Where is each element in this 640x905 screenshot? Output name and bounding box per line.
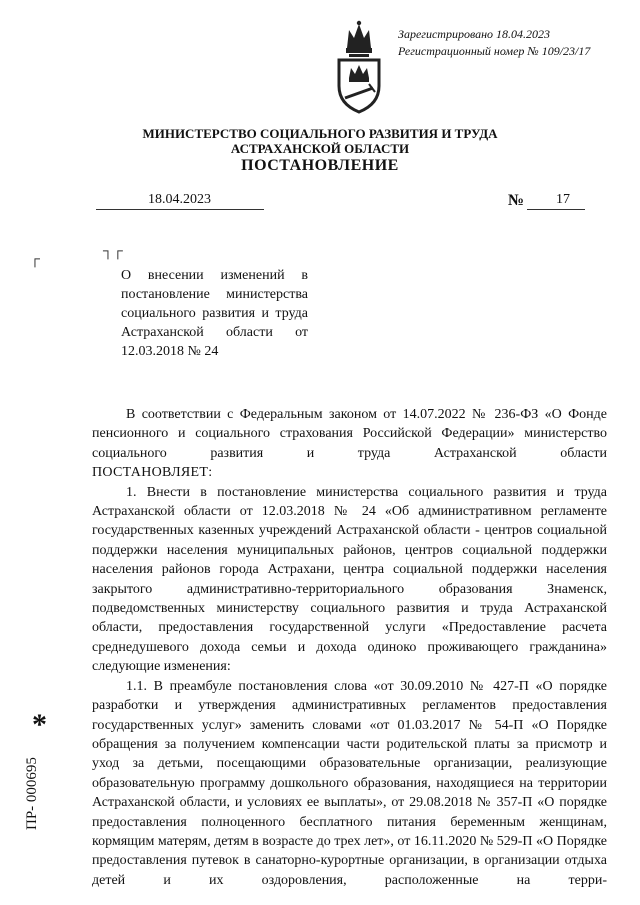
resolves-heading: ПОСТАНОВЛЯЕТ:: [92, 465, 213, 481]
ministry-name-line2: АСТРАХАНСКОЙ ОБЛАСТИ: [230, 141, 410, 156]
corner-mark-subject-open: ┐┌: [103, 244, 123, 259]
ministry-name: [0, 126, 640, 156]
coat-of-arms-emblem: [331, 18, 387, 118]
document-date: 18.04.2023: [148, 192, 211, 207]
number-underline: [527, 209, 585, 210]
corner-mark-left: ┌: [30, 252, 40, 267]
margin-asterisk: *: [32, 708, 47, 741]
registration-stamp: [398, 26, 590, 60]
side-registry-code: ПР- 000695: [24, 757, 40, 830]
item-1-paragraph: 1. Внести в постановление министерства социального развития и труда Астраханской области от 12.03.2018 № 24 «Об административном регламенте государственных казенных учреждений Астраханской области - центров социальной поддержки населения муниципальных районов, центров социальной поддержки населения районов города Астрахани, центра социальной поддержки населения закрытого административно-территориального образования Знаменск, подведомственных министерству социального развития и труда Астраханской области, предоставления государственной услуги «Предоставление расчета среднедушевого дохода семьи и дохода одиноко проживающего гражданина» следующие изменения:: [92, 484, 607, 675]
number-label: №: [508, 192, 525, 209]
item-1-1-paragraph: 1.1. В преамбуле постановления слова «от 30.09.2010 № 427-П «О порядке разработки и утверждения административных регламентов предоставления государственных услуг» заменить словами «от 01.03.2017 № 54-П «О Порядке обращения за получением компенсации части родительской платы за присмотр и уход за детьми, посещающими образовательные организации, реализующие образовательную программу дошкольного образования, находящиеся на территории Астраханской области, и условиях ее выплаты», от 29.08.2018 № 357-П «О порядке предоставления полноценного бесплатного питания беременным женщинам, кормящим матерям, детям в возрасте до трех лет», от 16.11.2020 № 529-П «О Порядке предоставления путевок в санаторно-курортные организации, в организации отдыха детей и их оздоровления, расположенные на терри-: [92, 678, 607, 888]
document-body: [92, 405, 607, 890]
document-subject: О внесении изменений в постановление министерства социального развития и труда Астраханской области от 12.03.2018 № 24: [121, 268, 308, 359]
registration-number: Регистрационный номер № 109/23/17: [398, 44, 591, 58]
document-type: ПОСТАНОВЛЕНИЕ: [241, 157, 399, 174]
document-number: 17: [556, 192, 570, 207]
registration-date: Зарегистрировано 18.04.2023: [398, 27, 551, 41]
ministry-name-line1: МИНИСТЕРСТВО СОЦИАЛЬНОГО РАЗВИТИЯ И ТРУДА: [142, 126, 498, 141]
date-underline: [96, 209, 264, 210]
preamble-paragraph: В соответствии с Федеральным законом от 14.07.2022 № 236-ФЗ «О Фонде пенсионного и социального страхования Российской Федерации» министерство социального развития и труда Астраханской области: [92, 407, 607, 461]
